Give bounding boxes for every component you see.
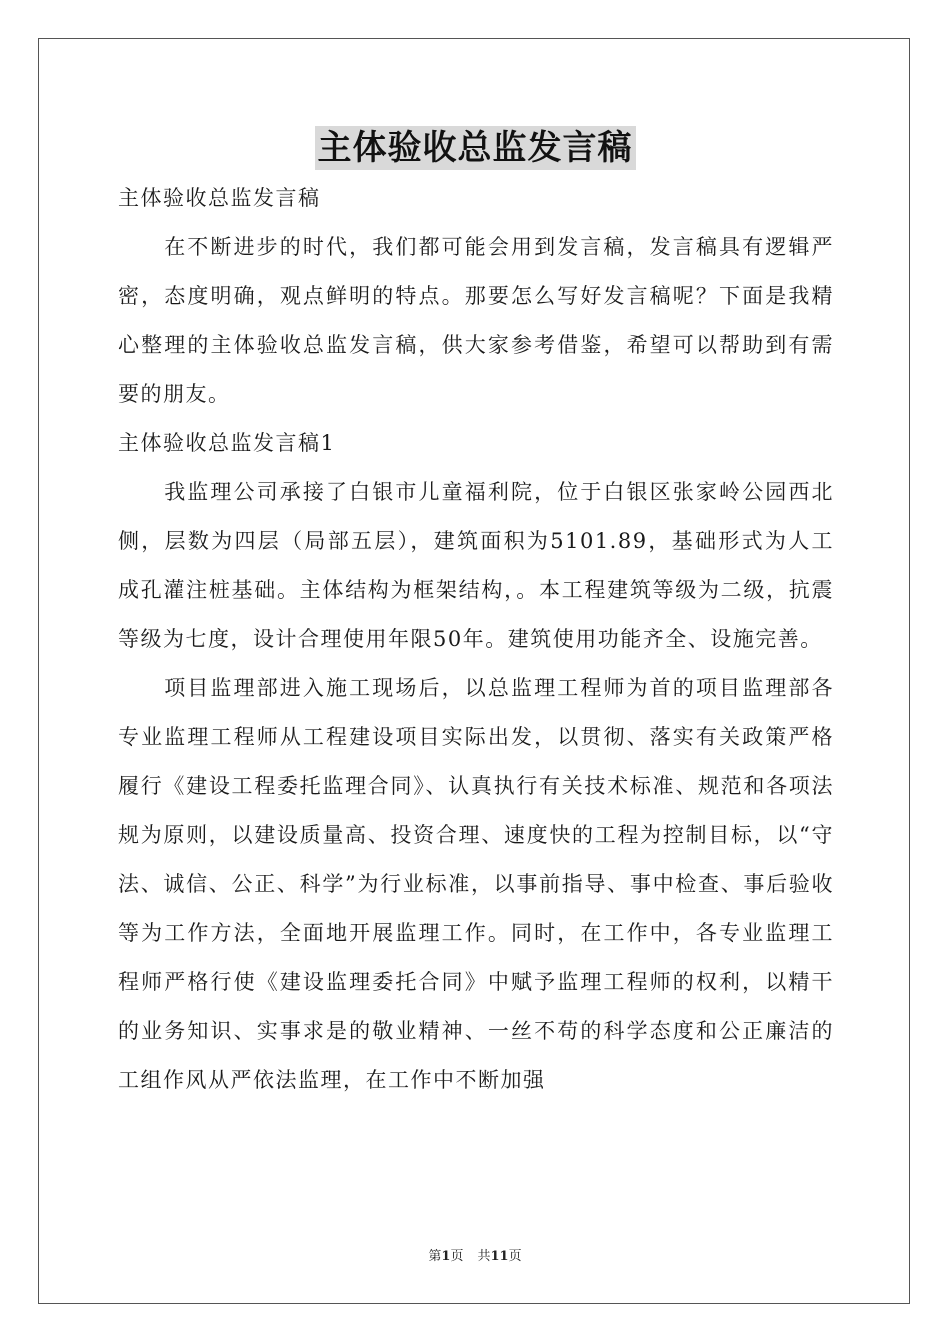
page-footer bbox=[0, 1248, 950, 1266]
document-title: 主体验收总监发言稿 bbox=[315, 126, 636, 170]
title-container bbox=[0, 126, 950, 170]
intro-paragraph: 在不断进步的时代，我们都可能会用到发言稿，发言稿具有逻辑严密，态度明确，观点鲜明的特点。那要怎么写好发言稿呢？下面是我精心整理的主体验收总监发言稿，供大家参考借鉴，希望可以帮助到有需要的朋友。 bbox=[118, 235, 834, 406]
section-heading: 主体验收总监发言稿1 bbox=[118, 431, 336, 455]
supervision-paragraph: 项目监理部进入施工现场后，以总监理工程师为首的项目监理部各专业监理工程师从工程建设项目实际出发，以贯彻、落实有关政策严格履行《建设工程委托监理合同》、认真执行有关技术标准、规范和各项法规为原则，以建设质量高、投资合理、速度快的工程为控制目标，以“守法、诚信、公正、科学”为行业标准，以事前指导、事中检查、事后验收等为工作方法，全面地开展监理工作。同时，在工作中，各专业监理工程师严格行使《建设监理委托合同》中赋予监理工程师的权利，以精干的业务知识、实事求是的敬业精神、一丝不苟的科学态度和公正廉洁的工组作风从严依法监理，在工作中不断加强 bbox=[118, 676, 834, 1092]
page-number: 1 bbox=[441, 1249, 451, 1264]
total-suffix: 页 bbox=[508, 1249, 522, 1264]
total-prefix: 共 bbox=[477, 1249, 491, 1264]
page-suffix: 页 bbox=[450, 1249, 464, 1264]
document-body bbox=[118, 174, 834, 1105]
project-paragraph: 我监理公司承接了白银市儿童福利院，位于白银区张家岭公园西北侧，层数为四层（局部五层），建筑面积为5101.89，基础形式为人工成孔灌注桩基础。主体结构为框架结构，。本工程建筑等级为二级，抗震等级为七度，设计合理使用年限50年。建筑使用功能齐全、设施完善。 bbox=[118, 480, 834, 651]
total-pages: 11 bbox=[490, 1249, 509, 1264]
page-prefix: 第 bbox=[428, 1249, 442, 1264]
subtitle-paragraph: 主体验收总监发言稿 bbox=[118, 186, 321, 210]
